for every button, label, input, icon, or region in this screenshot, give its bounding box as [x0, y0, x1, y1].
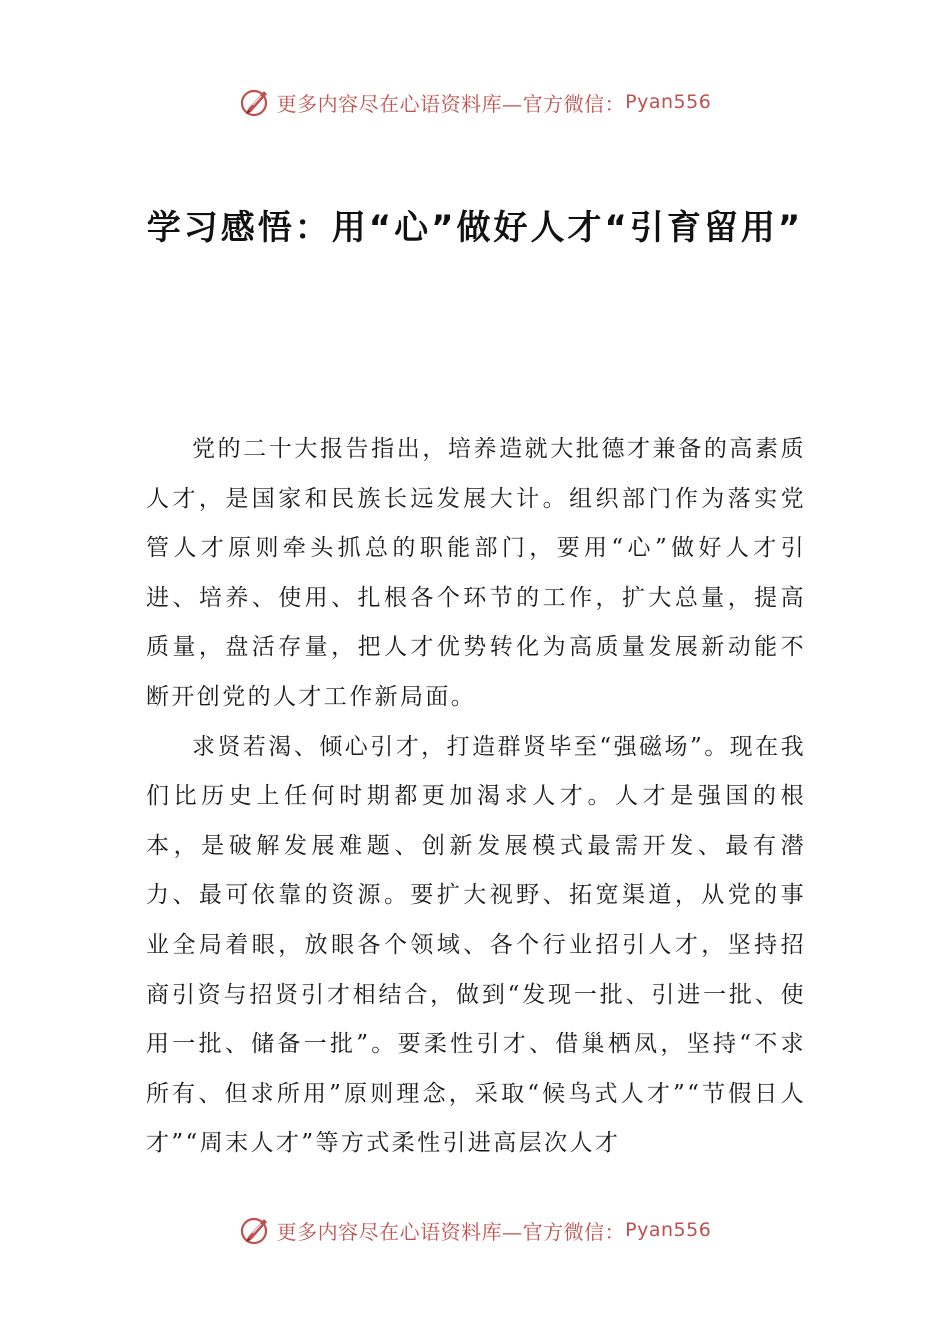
- footer-banner: [0, 1210, 950, 1250]
- header-banner-contact: Pyan556: [625, 91, 712, 113]
- pen-nib-in-circle-icon: [239, 85, 273, 119]
- pen-nib-in-circle-icon: [239, 1213, 273, 1247]
- footer-banner-contact: Pyan556: [625, 1219, 712, 1241]
- footer-banner-text: 更多内容尽在心语资料库—官方微信：: [276, 1219, 626, 1244]
- document-body: [146, 425, 806, 1169]
- document-title: 学习感悟：用“心”做好人才“引育留用”: [146, 208, 804, 248]
- header-banner: [0, 82, 950, 122]
- paragraph: 求贤若渴、倾心引才，打造群贤毕至“强磁场”。现在我们比历史上任何时期都更加渴求人才。人才是强国的根本，是破解发展难题、创新发展模式最需开发、最有潜力、最可依靠的资源。要扩大视野、拓宽渠道，从党的事业全局着眼，放眼各个领域、各个行业招引人才，坚持招商引资与招贤引才相结合，做到“发现一批、引进一批、使用一批、储备一批”。要柔性引才、借巢栖凤，坚持“不求所有、但求所用”原则理念，采取“候鸟式人才”“节假日人才”“周末人才”等方式柔性引进高层次人才: [146, 733, 806, 1157]
- paragraph: 党的二十大报告指出，培养造就大批德才兼备的高素质人才，是国家和民族长远发展大计。组织部门作为落实党管人才原则牵头抓总的职能部门，要用“心”做好人才引进、培养、使用、扎根各个环节的工作，扩大总量，提高质量，盘活存量，把人才优势转化为高质量发展新动能不断开创党的人才工作新局面。: [146, 436, 806, 710]
- header-banner-text: 更多内容尽在心语资料库—官方微信：: [276, 91, 626, 116]
